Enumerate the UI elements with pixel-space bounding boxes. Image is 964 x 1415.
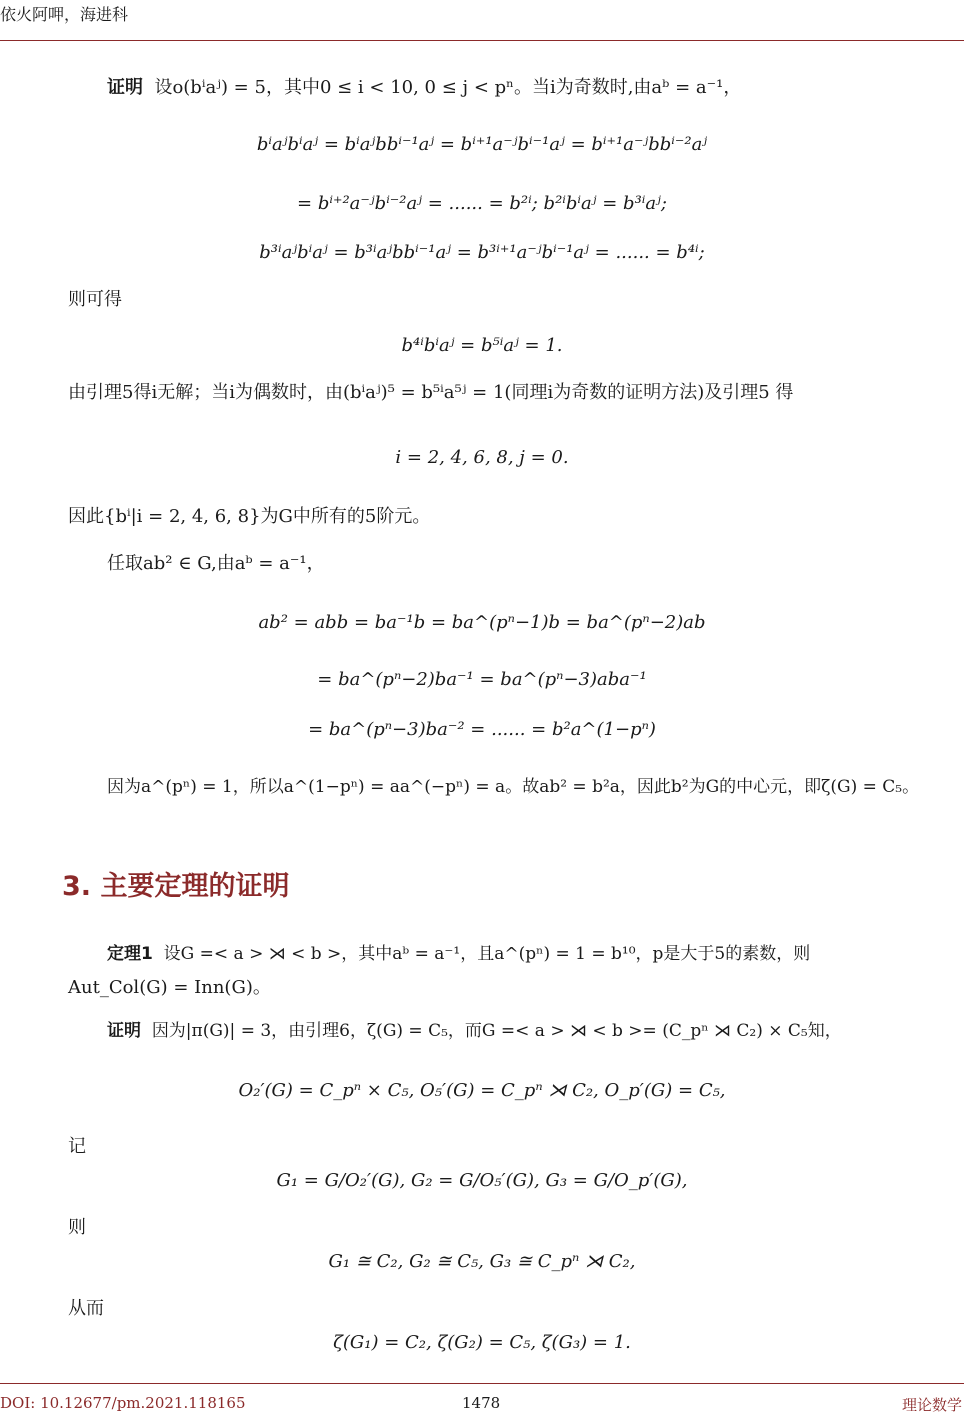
footer-doi-link[interactable]: DOI: 10.12677/pm.2021.118165 <box>0 1394 246 1412</box>
hence-text: 从而 <box>68 1298 104 1319</box>
equation-5: i = 2, 4, 6, 8, j = 0. <box>395 447 569 468</box>
proof-paragraph-2 <box>107 1019 842 1043</box>
equation-10: G₁ = G/O₂′(G), G₂ = G/O₅′(G), G₃ = G/O_p′(G), <box>276 1170 688 1191</box>
therefore-paragraph: 因此{bⁱ|i = 2, 4, 6, 8}为G中所有的5阶元。 <box>68 506 431 527</box>
theorem-paragraph-cont: Aut_Col(G) = Inn(G)。 <box>68 977 271 998</box>
then-text: 则 <box>68 1217 86 1238</box>
proof-label: 证明 <box>107 77 143 98</box>
denote-text: 记 <box>68 1136 86 1157</box>
equation-11: G₁ ≅ C₂, G₂ ≅ C₅, G₃ ≅ C_pⁿ ⋊ C₂, <box>328 1251 636 1272</box>
equation-2: = bⁱ⁺²a⁻ʲbⁱ⁻²aʲ = ...... = b²ⁱ; b²ⁱbⁱaʲ = b³ⁱaʲ; <box>297 193 667 214</box>
section-title: 3. 主要定理的证明 <box>62 871 290 902</box>
equation-9: O₂′(G) = C_pⁿ × C₅, O₅′(G) = C_pⁿ ⋊ C₂, O_p′(G) = C₅, <box>238 1080 726 1101</box>
footer-rule <box>0 1383 964 1384</box>
lemma5-paragraph: 由引理5得i无解；当i为偶数时，由(bⁱaʲ)⁵ = b⁵ⁱa⁵ʲ = 1(同理i为奇数的证明方法)及引理5 得 <box>68 382 794 403</box>
equation-12: ζ(G₁) = C₂, ζ(G₂) = C₅, ζ(G₃) = 1. <box>333 1332 631 1353</box>
because-paragraph: 因为a^(pⁿ) = 1，所以a^(1−pⁿ) = aa^(−pⁿ) = a。故ab² = b²a，因此b²为G的中心元，即ζ(G) = C₅。 <box>107 777 920 797</box>
footer-page-number: 1478 <box>462 1394 501 1412</box>
equation-6: ab² = abb = ba⁻¹b = ba^(pⁿ−1)b = ba^(pⁿ−2)ab <box>258 612 706 633</box>
proof-label-2: 证明 <box>107 1021 141 1041</box>
then-get-text: 则可得 <box>68 289 122 310</box>
proof-text-2: 因为|π(G)| = 3，由引理6，ζ(G) = C₅，而G =< a > ⋊ < b >= (C_pⁿ ⋊ C₂) × C₅知， <box>151 1021 842 1041</box>
header-rule <box>0 40 964 41</box>
footer-journal-name[interactable]: 理论数学 <box>901 1396 962 1414</box>
theorem-text: 设G =< a > ⋊ < b >，其中aᵇ = a⁻¹，且a^(pⁿ) = 1 = b¹⁰，p是大于5的素数，则 <box>163 944 811 964</box>
theorem-paragraph <box>107 942 810 966</box>
proof-text: 设o(bⁱaʲ) = 5，其中0 ≤ i < 10, 0 ≤ j < pⁿ。当i为奇数时,由aᵇ = a⁻¹， <box>154 77 742 98</box>
equation-7: = ba^(pⁿ−2)ba⁻¹ = ba^(pⁿ−3)aba⁻¹ <box>317 669 647 690</box>
equation-1: bⁱaʲbⁱaʲ = bⁱaʲbbⁱ⁻¹aʲ = bⁱ⁺¹a⁻ʲbⁱ⁻¹aʲ = bⁱ⁺¹a⁻ʲbbⁱ⁻²aʲ <box>256 134 708 155</box>
take-paragraph: 任取ab² ∈ G,由aᵇ = a⁻¹， <box>107 553 325 574</box>
theorem-label: 定理1 <box>107 944 153 964</box>
equation-4: b⁴ⁱbⁱaʲ = b⁵ⁱaʲ = 1. <box>401 335 563 356</box>
equation-3: b³ⁱaʲbⁱaʲ = b³ⁱaʲbbⁱ⁻¹aʲ = b³ⁱ⁺¹a⁻ʲbⁱ⁻¹aʲ = ...... = b⁴ⁱ; <box>259 242 705 263</box>
proof-paragraph-1 <box>107 76 741 100</box>
equation-8: = ba^(pⁿ−3)ba⁻² = ...... = b²a^(1−pⁿ) <box>308 719 656 740</box>
running-header-authors: 依火阿呷，海进科 <box>0 5 129 24</box>
